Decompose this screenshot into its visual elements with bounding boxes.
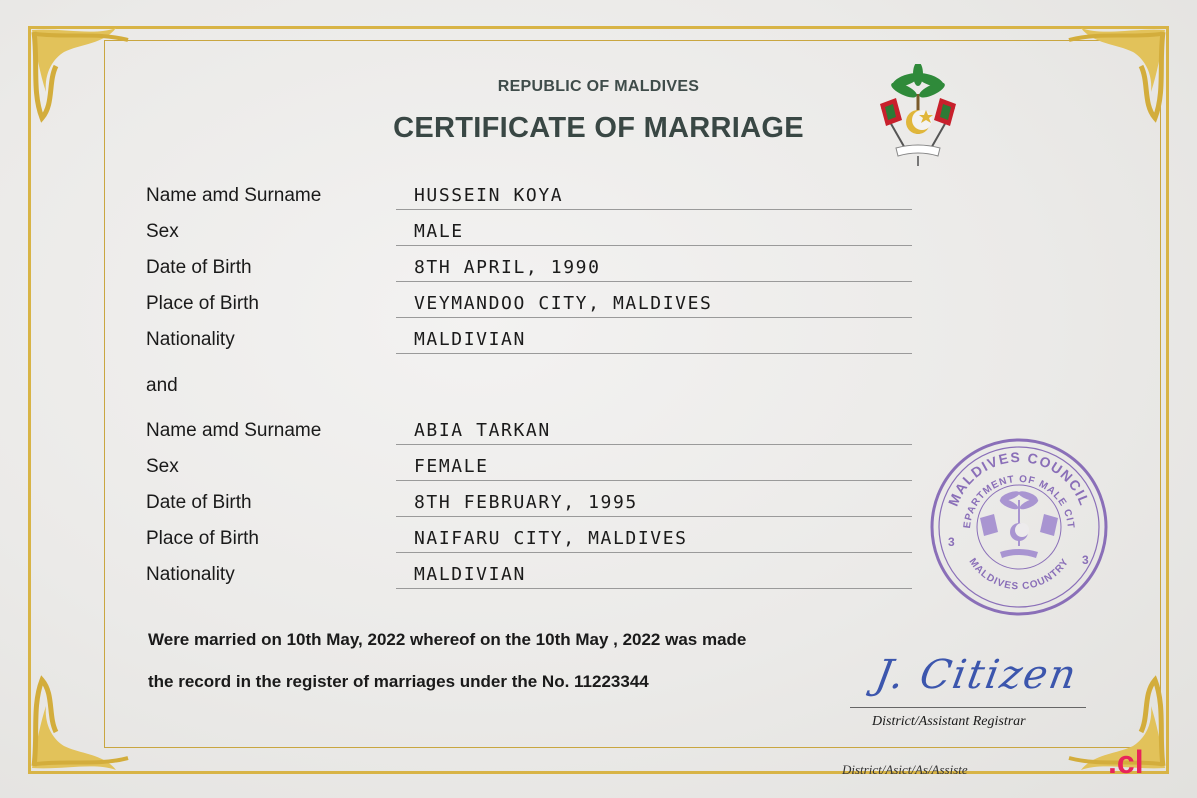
field-label: Place of Birth bbox=[146, 293, 259, 314]
field-value: VEYMANDOO CITY, MALDIVES bbox=[414, 293, 713, 314]
seal-emblem-icon bbox=[980, 489, 1058, 558]
field-underline bbox=[396, 245, 912, 246]
field-label: Nationality bbox=[146, 329, 235, 350]
field-underline bbox=[396, 317, 912, 318]
field-value: 8TH FEBRUARY, 1995 bbox=[414, 492, 638, 513]
field-value: NAIFARU CITY, MALDIVES bbox=[414, 528, 688, 549]
field-label: Sex bbox=[146, 456, 179, 477]
field-underline bbox=[396, 209, 912, 210]
seal-text-inner: EPARTMENT OF MALE CIT bbox=[961, 473, 1077, 530]
field-underline bbox=[396, 480, 912, 481]
field-value: MALE bbox=[414, 221, 464, 242]
field-row-sex bbox=[146, 447, 912, 481]
field-row-dob bbox=[146, 248, 912, 282]
field-row-dob bbox=[146, 483, 912, 517]
corner-ornament-icon bbox=[24, 656, 144, 776]
field-value: ABIA TARKAN bbox=[414, 420, 551, 441]
field-value: FEMALE bbox=[414, 456, 489, 477]
conjunction-text: and bbox=[146, 375, 178, 396]
field-underline bbox=[396, 552, 912, 553]
official-seal bbox=[928, 436, 1110, 618]
field-label: Sex bbox=[146, 221, 179, 242]
country-heading: REPUBLIC OF MALDIVES bbox=[497, 78, 700, 95]
field-row-nationality bbox=[146, 320, 912, 354]
field-underline bbox=[396, 588, 912, 589]
field-row-pob bbox=[146, 284, 912, 318]
field-row-pob bbox=[146, 519, 912, 553]
signature-line bbox=[850, 707, 1086, 708]
field-value: MALDIVIAN bbox=[414, 329, 526, 350]
field-label: Date of Birth bbox=[146, 492, 252, 513]
marriage-statement-line-1: Were married on 10th May, 2022 whereof on the 10th May , 2022 was made bbox=[148, 630, 747, 649]
field-row-sex bbox=[146, 212, 912, 246]
field-label: Place of Birth bbox=[146, 528, 259, 549]
field-underline bbox=[396, 281, 912, 282]
certificate-title: CERTIFICATE OF MARRIAGE bbox=[393, 112, 804, 144]
field-label: Name amd Surname bbox=[146, 420, 322, 441]
seal-number-right: 3 bbox=[1082, 553, 1089, 567]
field-underline bbox=[396, 353, 912, 354]
footer-text: District/Asict/As/Assiste bbox=[842, 762, 968, 777]
seal-text-bottom: MALDIVES COUNTRY bbox=[966, 556, 1072, 593]
seal-text-top: MALDIVES COUNCIL bbox=[944, 448, 1094, 509]
field-row-name bbox=[146, 176, 912, 210]
field-underline bbox=[396, 444, 912, 445]
field-label: Nationality bbox=[146, 564, 235, 585]
registrar-signature: J. Citizen bbox=[871, 652, 1082, 698]
field-underline bbox=[396, 516, 912, 517]
registrar-title: District/Assistant Registrar bbox=[872, 714, 1026, 729]
field-value: 8TH APRIL, 1990 bbox=[414, 257, 601, 278]
brand-watermark: .cl bbox=[1108, 744, 1144, 780]
national-emblem-icon bbox=[868, 64, 968, 168]
marriage-statement-line-2: the record in the register of marriages under the No. 11223344 bbox=[148, 672, 649, 691]
field-label: Name amd Surname bbox=[146, 185, 322, 206]
field-row-nationality bbox=[146, 555, 912, 589]
seal-number-left: 3 bbox=[948, 535, 955, 549]
field-value: MALDIVIAN bbox=[414, 564, 526, 585]
field-row-name bbox=[146, 411, 912, 445]
field-label: Date of Birth bbox=[146, 257, 252, 278]
field-value: HUSSEIN KOYA bbox=[414, 185, 564, 206]
